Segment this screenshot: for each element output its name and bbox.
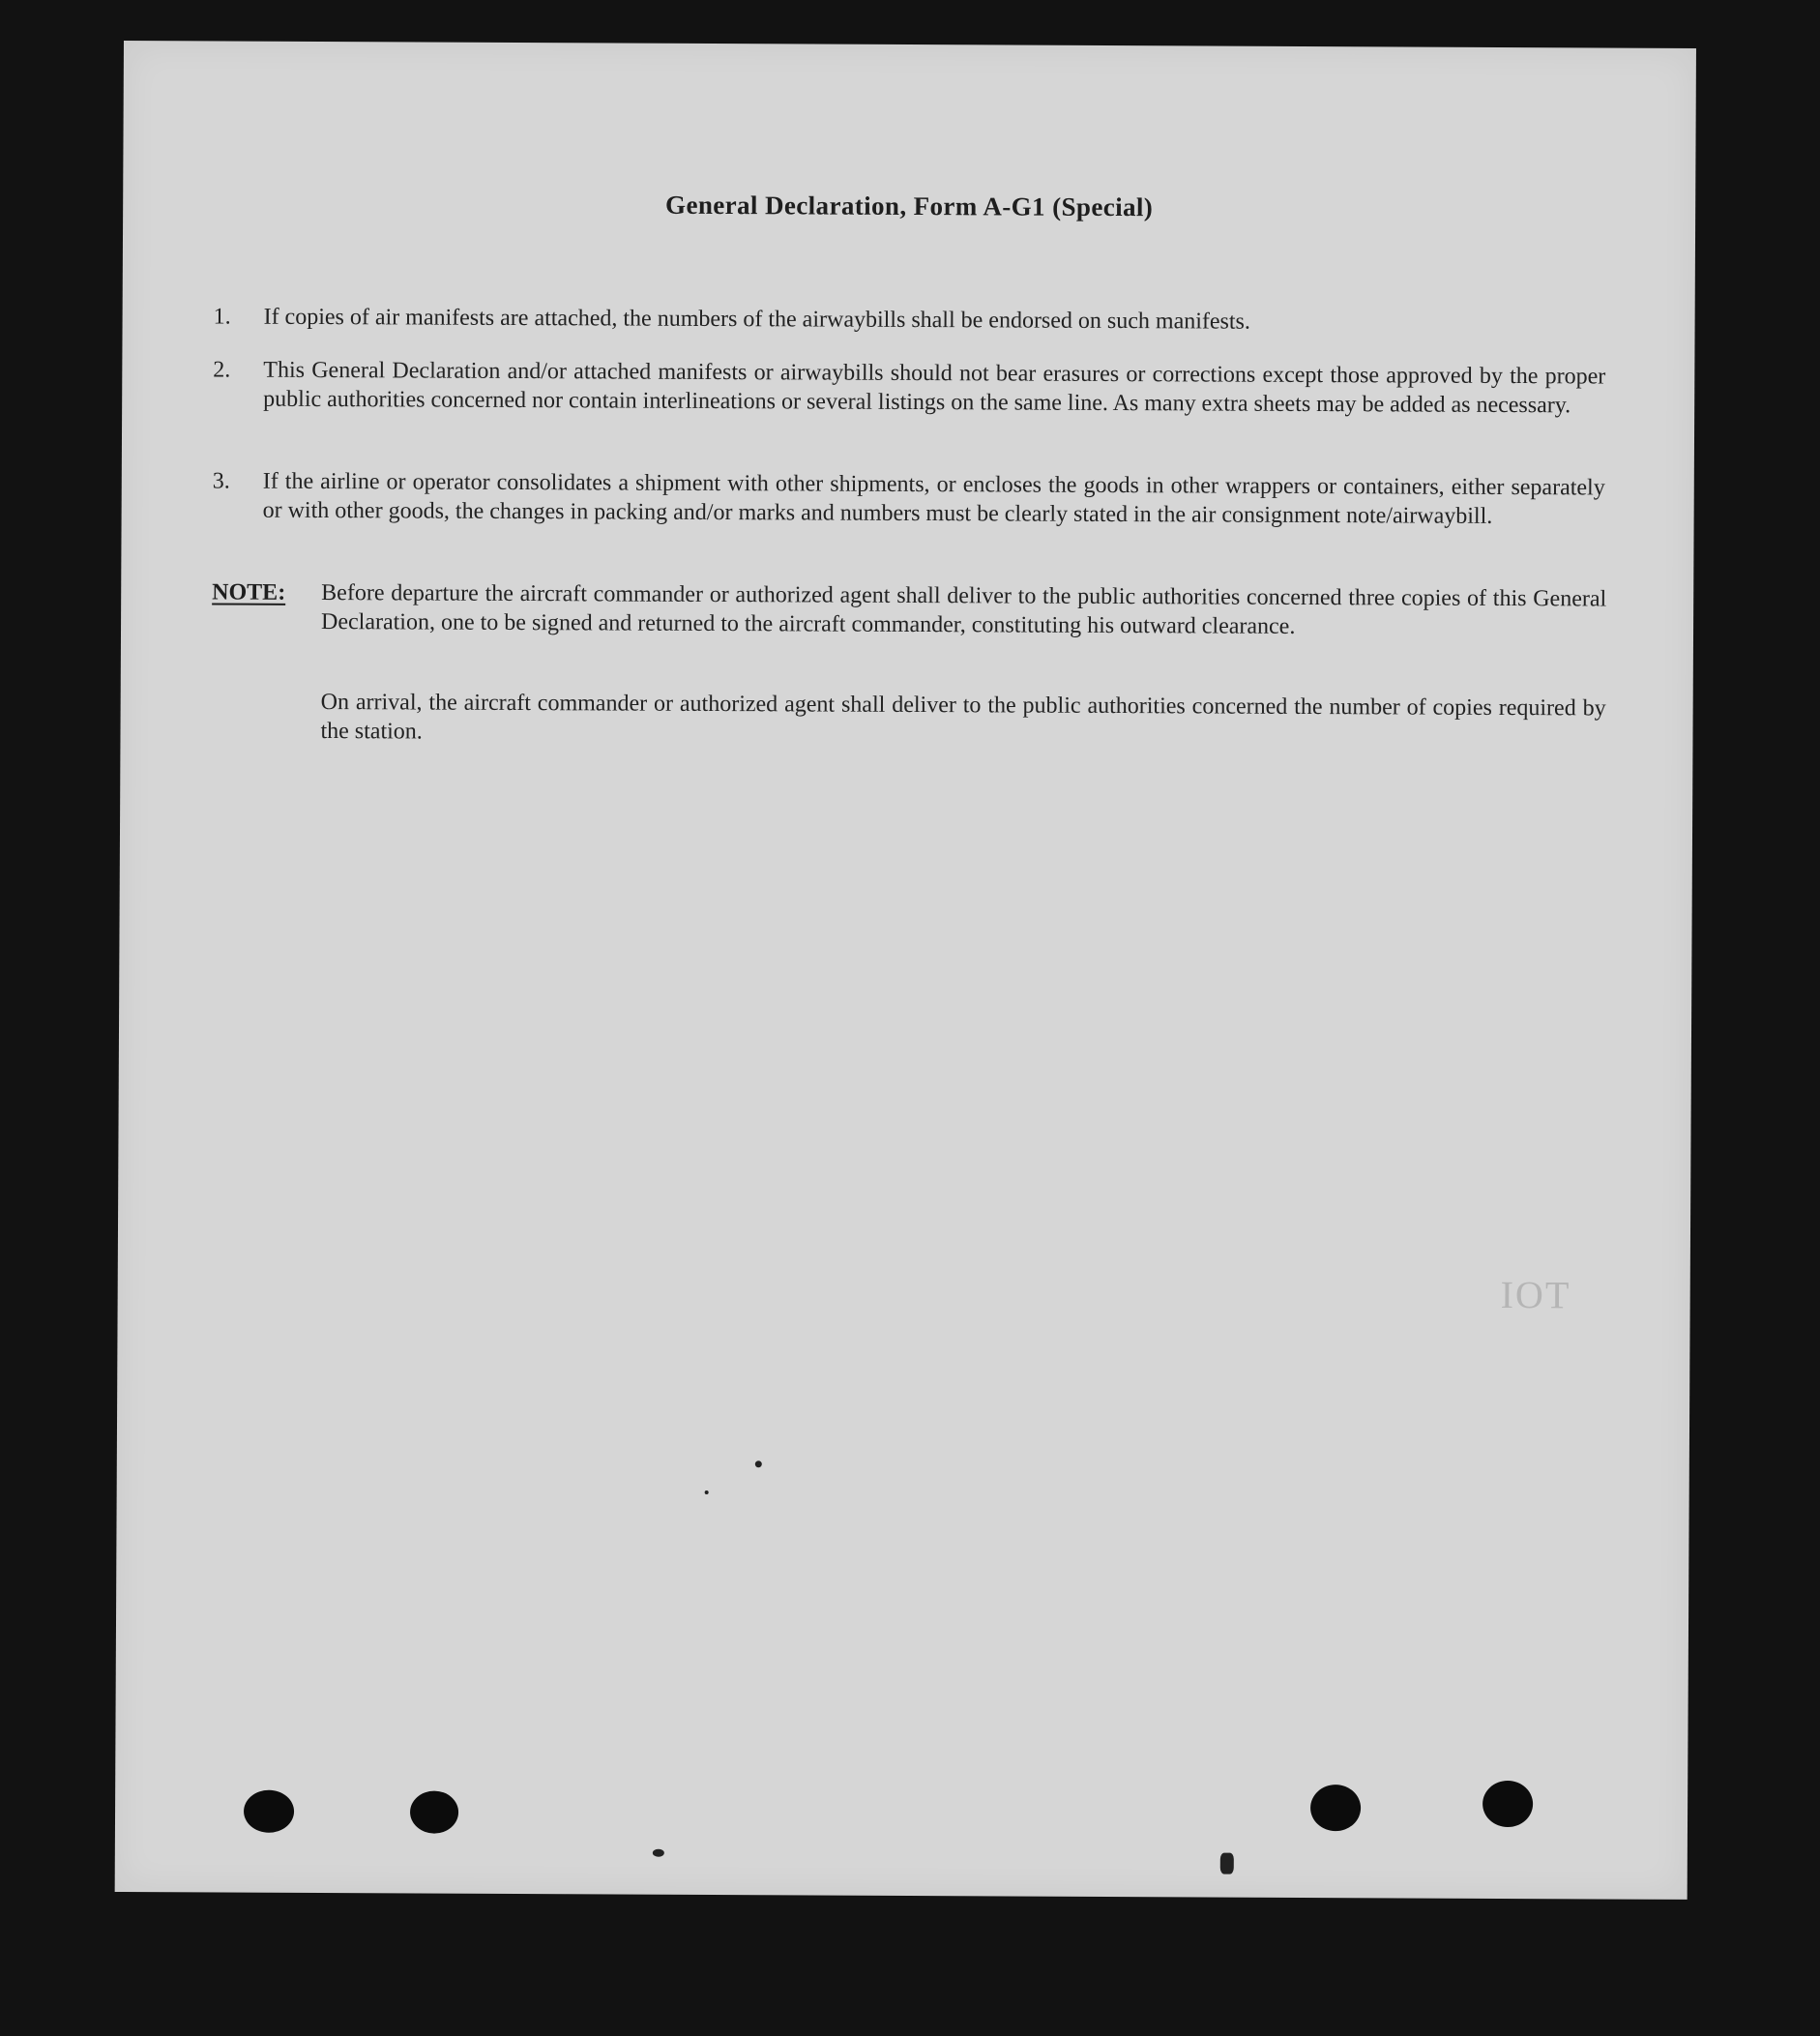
note-paragraph-2: On arrival, the aircraft commander or authorized agent shall deliver to the public authorities concerned the number of copies required by the station. [320,690,1606,745]
note-paragraph-1: Before departure the aircraft commander or authorized agent shall deliver to the public authorities concerned three copies of this General Declaration, one to be signed and returned to the aircraft commander, constituting his outward clearance. [321,580,1607,639]
item-text: If the airline or operator consolidates a shipment with other shipments, or encloses the goods in other wrappers or containers, either separately or with other goods, the changes in packing and/or marks and numbers must be clearly stated in the air consignment note/airwaybill. [262,468,1605,529]
instruction-item-2 [213,355,1606,419]
item-number: 2. [213,357,231,383]
punch-hole-mark [410,1790,458,1833]
form-page [115,41,1696,1900]
faint-stamp-mark: IOT [1500,1272,1571,1317]
instruction-item-3 [212,466,1605,529]
punch-hole-mark [1482,1781,1533,1827]
ink-speck [653,1849,664,1857]
item-number: 1. [213,304,231,330]
item-text: If copies of air manifests are attached, the numbers of the airwaybills shall be endorsed on such manifests. [263,304,1251,335]
ink-speck [1220,1853,1234,1874]
item-number: 3. [212,468,230,494]
punch-hole-mark [1310,1785,1361,1831]
ink-speck [705,1490,709,1494]
instruction-item-1 [213,302,1606,335]
ink-speck [755,1461,762,1467]
punch-hole-mark [244,1790,294,1833]
note-label: NOTE: [212,579,286,605]
form-title: General Declaration, Form A-G1 (Special) [665,190,1154,222]
item-text: This General Declaration and/or attached manifests or airwaybills should not bear erasures or corrections except those approved by the proper public authorities concerned nor contain interlineations or several listings on the same line. As many extra sheets may be added as necessary. [263,357,1606,419]
